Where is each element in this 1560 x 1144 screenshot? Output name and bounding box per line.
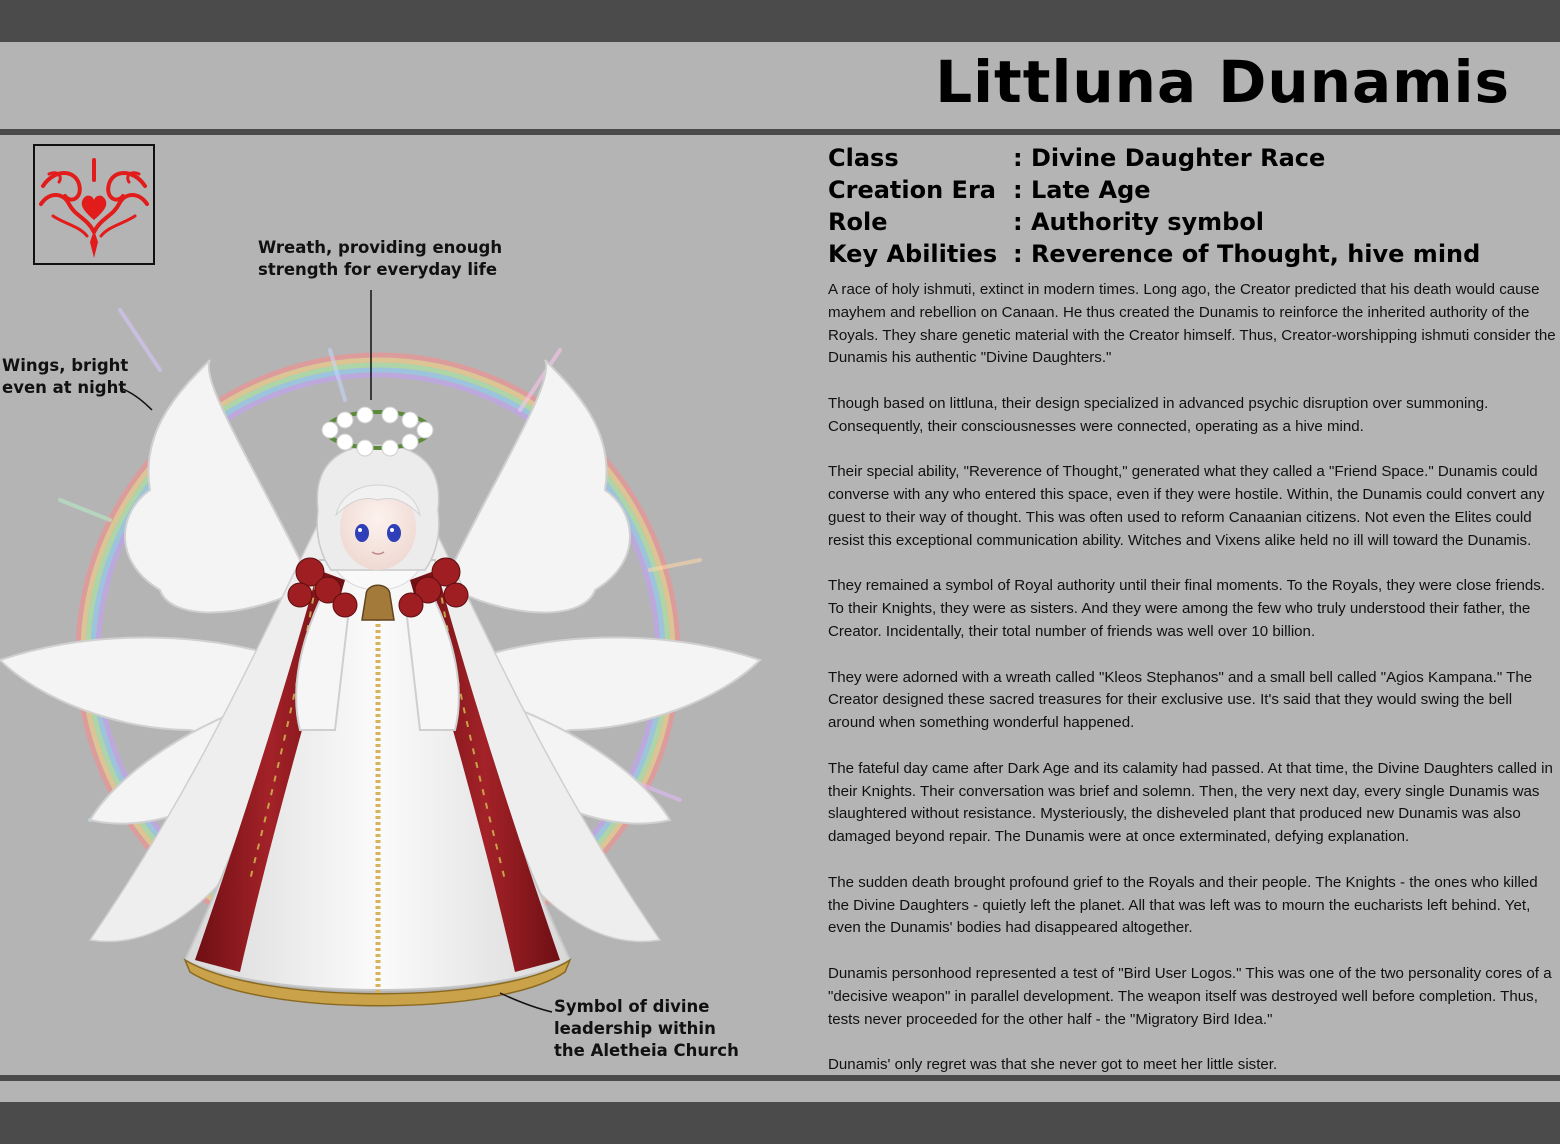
character-head [317,445,439,570]
description-paragraph: Dunamis' only regret was that she never got to meet her little sister. [828,1056,1278,1074]
page-title: Littluna Dunamis [935,48,1510,116]
stat-row-role [828,206,1480,238]
callout-wings-line-1: Wings, bright [2,356,129,375]
stat-value: : Late Age [1013,176,1151,204]
stat-label: Key Abilities [828,240,998,268]
description [828,279,1556,1077]
stat-value: : Divine Daughter Race [1013,144,1326,172]
stats-table [828,142,1480,270]
stat-row-creation-era [828,174,1480,206]
flower-wreath [322,407,433,456]
callout-symbol [554,996,739,1062]
callout-wreath-line-2: strength for everyday life [258,260,498,279]
description-paragraph: Dunamis personhood represented a test of "Bird User Logos." This was one of the two personality cores of a "decisive weapon" in parallel development. The weapon itself was destroyed well before completion. Thus, tests never proceeded for the other half - the "Migratory Bird Idea." [828,964,1552,1028]
stat-value: : Authority symbol [1013,208,1265,236]
stat-label: Creation Era [828,176,996,204]
top-banner [0,0,1560,42]
callout-symbol-line-3: the Aletheia Church [554,1041,739,1060]
stat-label: Class [828,144,899,172]
bottom-banner [0,1102,1560,1144]
emblem-frame [33,144,155,265]
bell-icon [362,585,394,620]
description-paragraph: Though based on littluna, their design specialized in advanced psychic disruption over summoning. Consequently, their consciousnesses were connected, operating as a hive mind. [828,394,1489,435]
callout-wings-line-2: even at night [2,378,127,397]
stat-row-key-abilities [828,238,1480,270]
stat-row-class [828,142,1480,174]
callout-wings [2,355,128,399]
description-paragraph: The sudden death brought profound grief to the Royals and their people. The Knights - the ones who killed the Divine Daughters - quietly left the planet. All that was left was to mourn the eucharists left behind. Yet, even the Dunamis' bodies had disappeared altogether. [828,873,1538,937]
description-paragraph: They were adorned with a wreath called "Kleos Stephanos" and a small bell called "Agios Kampana." The Creator designed these sacred treasures for their exclusive use. It's said that they would swing the bell around when something wonderful happened. [828,668,1533,732]
callout-wreath-line-1: Wreath, providing enough [258,238,503,257]
description-paragraph: The fateful day came after Dark Age and its calamity had passed. At that time, the Divine Daughters called in their Knights. Their conversation was brief and solemn. Then, the very next day, every single Dunamis was slaughtered without resistance. Mysteriously, the disheveled plant that produced new Dunamis was also damaged beyond repair. The Dunamis were at once exterminated, defying explanation. [828,759,1553,846]
callout-wreath [258,237,502,281]
callout-symbol-line-1: Symbol of divine [554,997,710,1016]
stat-value: : Reverence of Thought, hive mind [1013,240,1481,268]
red-heart-crest-icon [35,146,153,263]
description-paragraph: Their special ability, "Reverence of Thought," generated what they called a "Friend Space." Dunamis could converse with any who entered this space, even if they were hostile. Within, the Dunamis could convert any guest to their way of thought. This was often used to reform Canaanian citizens. Not even the Elites could resist this exceptional communication ability. Witches and Vixens alike held no ill will toward the Dunamis. [828,463,1545,549]
description-paragraph: A race of holy ishmuti, extinct in modern times. Long ago, the Creator predicted that his death would cause mayhem and rebellion on Canaan. He thus created the Dunamis to reinforce the inherited authority of the Royals. They share genetic material with the Creator himself. Thus, Creator-worshipping ishmuti consider the Dunamis his authentic "Divine Daughters." [828,281,1556,367]
callout-symbol-line-2: leadership within [554,1019,716,1038]
title-divider [0,129,1560,135]
stat-label: Role [828,208,888,236]
description-paragraph: They remained a symbol of Royal authority until their final moments. To the Royals, they were close friends. To their Knights, they were as sisters. And they were among the few who truly understood their father, the Creator. Incidentally, their total number of friends was well over 10 billion. [828,577,1546,640]
